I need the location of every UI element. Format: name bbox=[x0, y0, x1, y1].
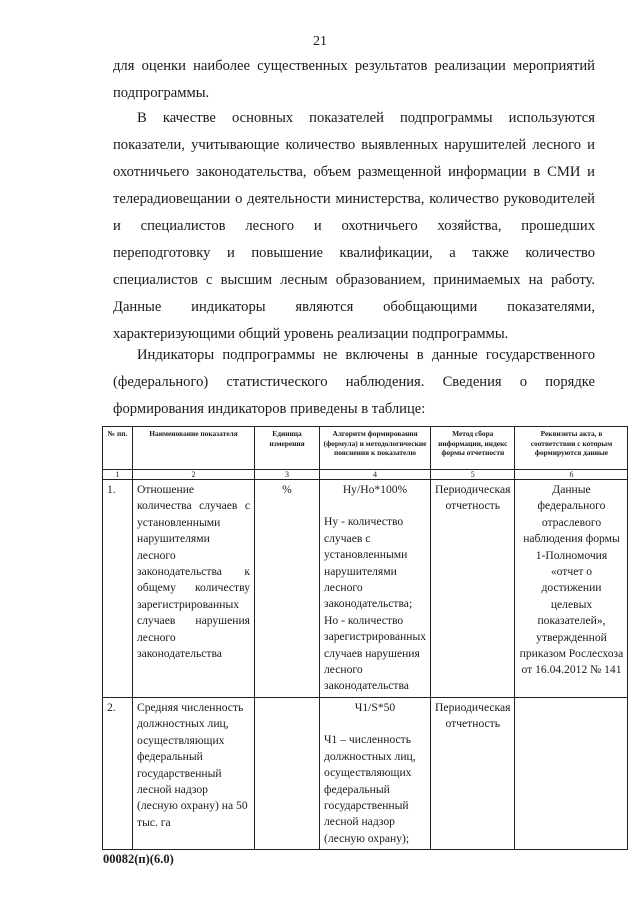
header-unit: Единица измерения bbox=[255, 427, 320, 470]
table-header-row bbox=[103, 427, 628, 470]
row-num: 1. bbox=[103, 480, 133, 698]
row-name: Отношение количества случаев с установленными нарушителями лесного законодательства к общему количеству зарегистрированных случаев нарушения лесного законодательства bbox=[133, 480, 255, 698]
column-number: 2 bbox=[133, 470, 255, 480]
header-name: Наименование показателя bbox=[133, 427, 255, 470]
table-row bbox=[103, 480, 628, 698]
row-method: Периодическая отчетность bbox=[431, 697, 515, 849]
column-number: 5 bbox=[431, 470, 515, 480]
paragraph-2 bbox=[113, 105, 595, 348]
page-number: 21 bbox=[313, 34, 327, 49]
column-number: 1 bbox=[103, 470, 133, 480]
table-row bbox=[103, 697, 628, 849]
paragraph-text: В качестве основных показателей подпрограммы используются показатели, учитывающие количество выявленных нарушителей лесного и охотничьего законодательства, объем размещенной информации в СМИ и телерадиовещании о деятельности министерства, количество руководителей и специалистов лесного и охотничьего хозяйства, прошедших переподготовку и повышение квалификации, а также количество специалистов с высшим лесным образованием, принимаемых на работу. Данные индикаторы являются обобщающими показателями, характеризующими общий уровень реализации подпрограммы. bbox=[113, 110, 595, 342]
column-number: 4 bbox=[320, 470, 431, 480]
header-num: № пп. bbox=[103, 427, 133, 470]
row-act: Данные федерального отраслевого наблюдения формы 1-Полномочия «отчет о достижении целевых показателей», утвержденной приказом Рослесхоза от 16.04.2012 № 141 bbox=[515, 480, 628, 698]
header-act: Реквизиты акта, в соответствии с которым формируются данные bbox=[515, 427, 628, 470]
row-note: Но - количество зарегистрированных случаев нарушения лесного законодательства bbox=[324, 613, 427, 693]
paragraph-3 bbox=[113, 342, 595, 423]
column-number: 6 bbox=[515, 470, 628, 480]
row-formula: Ну/Но*100% bbox=[342, 483, 408, 496]
paragraph-text: для оценки наиболее существенных результатов реализации мероприятий подпрограммы. bbox=[113, 58, 595, 101]
column-number-row bbox=[103, 470, 628, 480]
row-note: Ну - количество случаев с установленными нарушителями лесного законодательства; bbox=[324, 515, 413, 611]
row-unit: % bbox=[255, 480, 320, 698]
header-formula: Алгоритм формирования (формула) и методологические пояснения к показателю bbox=[320, 427, 431, 470]
footer-code: 00082(п)(6.0) bbox=[103, 852, 174, 866]
paragraph-text: Индикаторы подпрограммы не включены в данные государственного (федерального) статистического наблюдения. Сведения о порядке формирования индикаторов приведены в таблице: bbox=[113, 347, 595, 417]
row-note: Ч1 – численность должностных лиц, осуществляющих федеральный государственный лесной надзор (лесную охрану); bbox=[324, 733, 416, 845]
indicators-table bbox=[102, 426, 628, 850]
row-formula-cell bbox=[320, 480, 431, 698]
row-name: Средняя численность должностных лиц, осуществляющих федеральный государственный лесной надзор (лесную охрану) на 50 тыс. га bbox=[133, 697, 255, 849]
row-num: 2. bbox=[103, 697, 133, 849]
row-formula-cell bbox=[320, 697, 431, 849]
column-number: 3 bbox=[255, 470, 320, 480]
row-unit bbox=[255, 697, 320, 849]
row-act bbox=[515, 697, 628, 849]
row-method: Периодическая отчетность bbox=[431, 480, 515, 698]
row-formula: Ч1/S*50 bbox=[354, 700, 396, 714]
header-method: Метод сбора информации, индекс формы отчетности bbox=[431, 427, 515, 470]
paragraph-1 bbox=[113, 53, 595, 107]
